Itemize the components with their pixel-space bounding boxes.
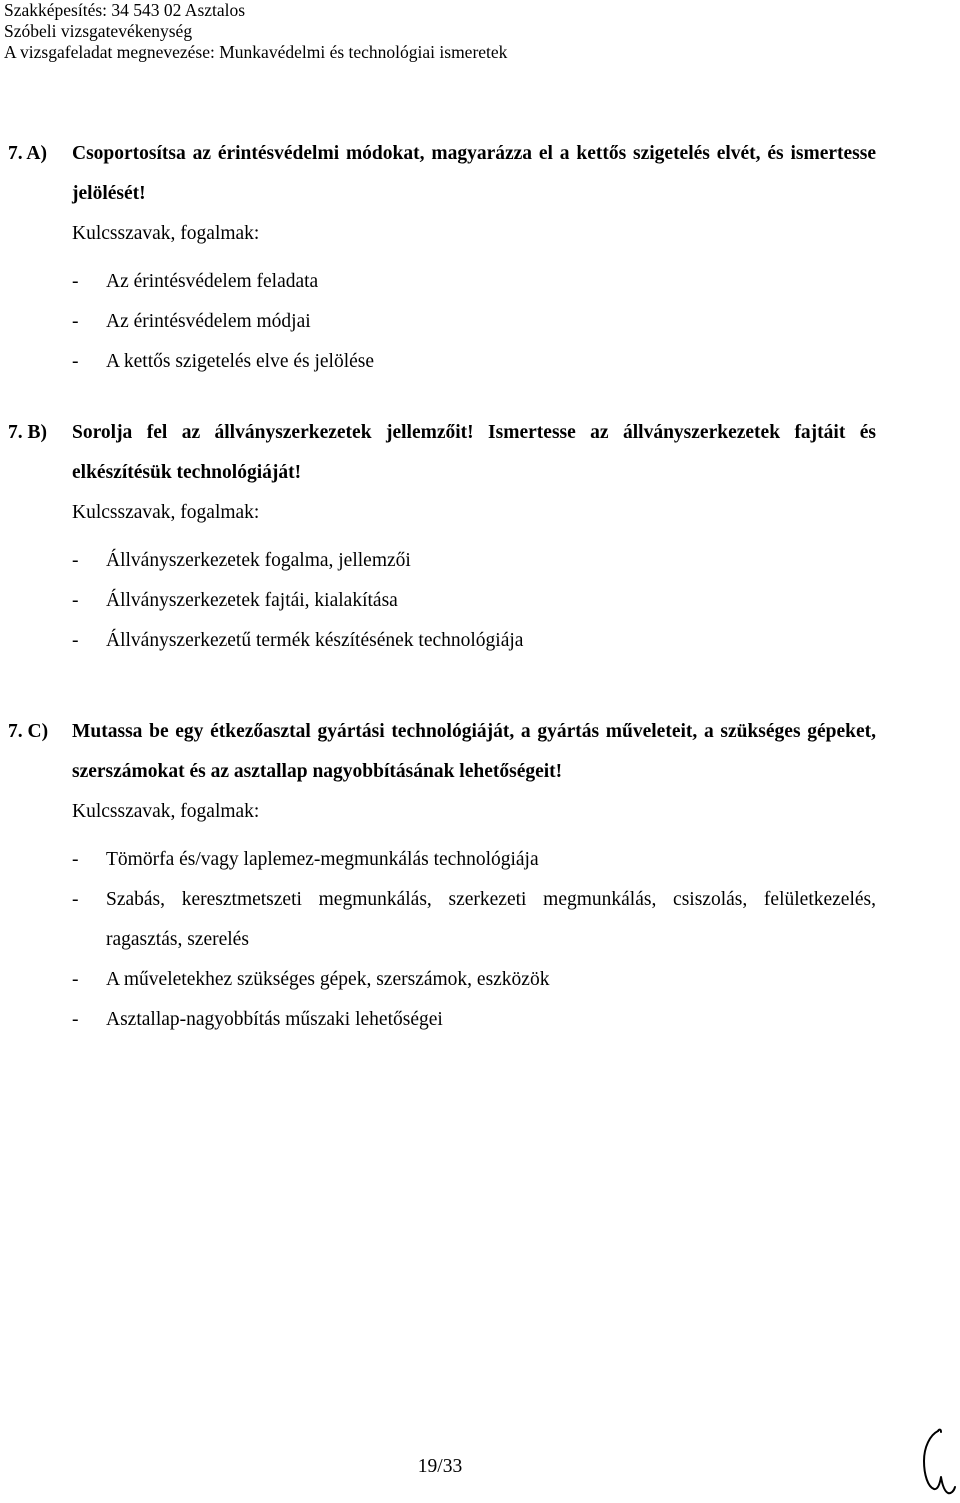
keyword-text: Tömörfa és/vagy laplemez-megmunkálás technológiája [106, 849, 539, 870]
keyword-item [72, 262, 876, 302]
keyword-text: Asztallap-nagyobbítás műszaki lehetőségei [106, 1009, 443, 1030]
task-text: Sorolja fel az állványszerkezetek jellemzőit! Ismertesse az állványszerkezetek fajtáit és elkészítésük technológiáját! [72, 422, 876, 483]
dash-bullet: - [72, 630, 79, 651]
keyword-item [72, 342, 876, 382]
keyword-list [72, 541, 876, 661]
header-task-name: A vizsgafeladat megnevezése: Munkavédelmi és technológiai ismeretek [4, 42, 508, 62]
keywords-label: Kulcsszavak, fogalmak: [72, 502, 260, 523]
dash-bullet: - [72, 1009, 79, 1030]
task-label: 7. A) [8, 143, 47, 164]
keywords-label: Kulcsszavak, fogalmak: [72, 223, 260, 244]
dash-bullet: - [72, 590, 79, 611]
task-label: 7. B) [8, 422, 47, 443]
dash-bullet: - [72, 351, 79, 372]
page-number: 19/33 [417, 1456, 463, 1477]
keyword-item [72, 302, 876, 342]
keyword-text: Az érintésvédelem módjai [106, 311, 311, 332]
keyword-item [72, 581, 876, 621]
dash-bullet: - [72, 550, 79, 571]
task-keywords [72, 493, 876, 661]
keyword-item [72, 960, 876, 1000]
keyword-list [72, 840, 876, 1040]
dash-bullet: - [72, 849, 79, 870]
keyword-text: Állványszerkezetek fogalma, jellemzői [106, 550, 411, 571]
header-qualification: Szakképesítés: 34 543 02 Asztalos [4, 0, 246, 20]
keyword-text: A kettős szigetelés elve és jelölése [106, 351, 375, 372]
task-heading [8, 413, 876, 493]
task-heading [8, 712, 876, 792]
keyword-text: Állványszerkezetek fajtái, kialakítása [106, 590, 398, 611]
task-text: Csoportosítsa az érintésvédelmi módokat, magyarázza el a kettős szigetelés elvét, és ismertesse jelölését! [72, 143, 876, 204]
task-7c [8, 712, 876, 1040]
keyword-text: Állványszerkezetű termék készítésének technológiája [106, 630, 524, 651]
task-7a [8, 134, 876, 382]
keyword-item [72, 840, 876, 880]
keyword-text: Szabás, keresztmetszeti megmunkálás, szerkezeti megmunkálás, csiszolás, felületkezelés, ragasztás, szerelés [106, 889, 876, 950]
keyword-item [72, 1000, 876, 1040]
dash-bullet: - [72, 969, 79, 990]
task-keywords [72, 792, 876, 1040]
signature-mark [916, 1425, 956, 1497]
document-header [4, 0, 507, 63]
task-7b [8, 413, 876, 661]
header-exam-activity: Szóbeli vizsgatevékenység [4, 21, 193, 41]
dash-bullet: - [72, 271, 79, 292]
dash-bullet: - [72, 889, 79, 910]
dash-bullet: - [72, 311, 79, 332]
keyword-text: A műveletekhez szükséges gépek, szerszámok, eszközök [106, 969, 550, 990]
task-heading [8, 134, 876, 214]
task-keywords [72, 214, 876, 382]
task-text: Mutassa be egy étkezőasztal gyártási technológiáját, a gyártás műveleteit, a szükséges gépeket, szerszámokat és az asztallap nagyobbításának lehetőségeit! [72, 721, 876, 782]
task-label: 7. C) [8, 721, 49, 742]
keyword-text: Az érintésvédelem feladata [106, 271, 319, 292]
keyword-item [72, 541, 876, 581]
keyword-list [72, 262, 876, 382]
keyword-item [72, 880, 876, 960]
keywords-label: Kulcsszavak, fogalmak: [72, 801, 260, 822]
keyword-item [72, 621, 876, 661]
